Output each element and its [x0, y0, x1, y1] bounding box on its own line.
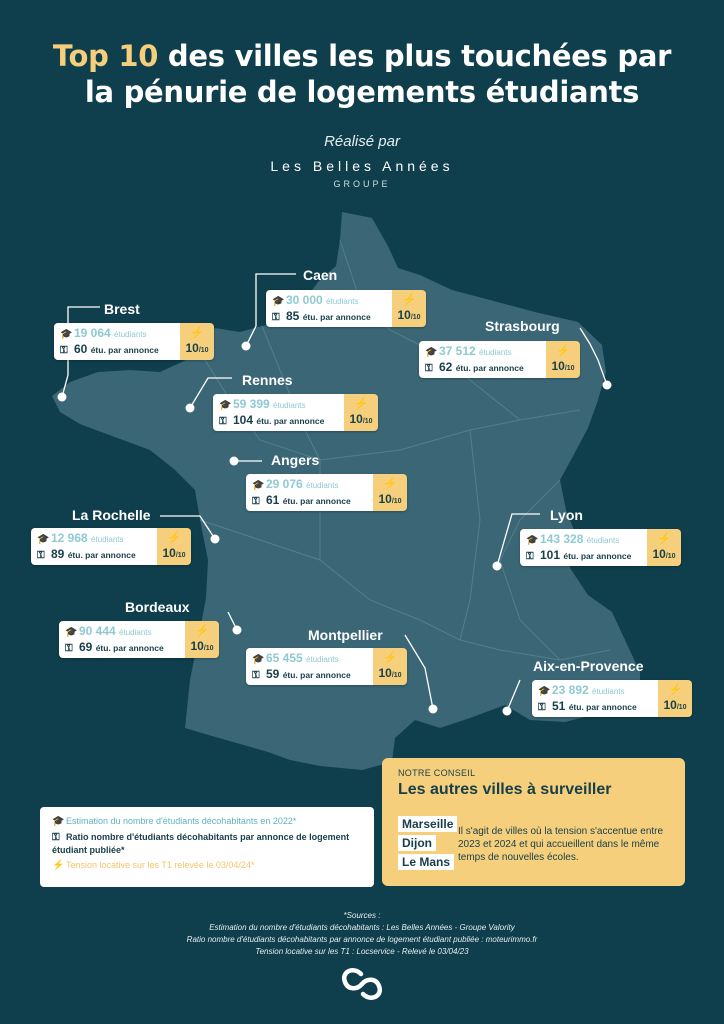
ratio-unit: étu. par annonce: [256, 416, 325, 426]
city-card-rennes: [213, 394, 378, 431]
students-value: 65 455: [266, 651, 303, 665]
lightning-icon: ⚡: [195, 625, 209, 637]
city-card-strasbourg: [419, 341, 580, 378]
tension-max: /10: [410, 314, 421, 321]
legend-ratio: Ratio nombre d'étudiants décohabitants par annonce de logement étudiant publiée*: [52, 832, 350, 855]
tension-value: 10: [652, 547, 666, 561]
city-dot-angers: [230, 457, 239, 466]
tension-value: 10: [378, 492, 392, 506]
students-value: 19 064: [74, 326, 111, 340]
brand-sub: GROUPE: [333, 179, 391, 189]
city-dot-bordeaux: [233, 626, 242, 635]
city-name-bordeaux: Bordeaux: [125, 599, 190, 615]
city-dot-rennes: [186, 404, 195, 413]
advice-city: Le Mans: [398, 854, 454, 870]
students-value: 90 444: [79, 624, 116, 638]
city-card-lyon: [520, 529, 681, 566]
students-unit: étudiants: [91, 535, 124, 544]
graduation-cap-icon: 🎓: [425, 347, 438, 358]
legend-box: [40, 807, 374, 887]
ratio-unit: étu. par annonce: [90, 345, 159, 355]
ratio-value: 51: [552, 699, 566, 713]
tension-max: /10: [676, 704, 687, 711]
ratio-unit: étu. par annonce: [455, 363, 524, 373]
city-card-brest: [54, 323, 214, 360]
ratio-unit: étu. par annonce: [282, 496, 351, 506]
tension-max: /10: [362, 418, 373, 425]
ratio-unit: étu. par annonce: [563, 551, 632, 561]
key-icon: ⚿: [538, 702, 546, 713]
title-highlight: Top 10: [52, 39, 159, 73]
tension-max: /10: [198, 347, 209, 354]
city-dot-aix-en-provence: [503, 707, 512, 716]
graduation-cap-icon: 🎓: [538, 686, 551, 697]
tension-max: /10: [391, 672, 402, 679]
graduation-cap-icon: 🎓: [252, 480, 265, 491]
key-icon: ⚿: [252, 496, 260, 507]
sources-line: Estimation du nombre d'étudiants décohabitants : Les Belles Années - Groupe Valority: [209, 923, 515, 932]
graduation-cap-icon: 🎓: [272, 296, 285, 307]
ratio-value: 85: [286, 309, 300, 323]
tension-max: /10: [665, 553, 676, 560]
key-icon: ⚿: [425, 363, 433, 374]
lightning-icon: ⚡: [402, 294, 416, 306]
students-value: 29 076: [266, 477, 303, 491]
graduation-cap-icon: 🎓: [37, 534, 50, 545]
city-name-strasbourg: Strasbourg: [485, 318, 560, 334]
students-value: 143 328: [540, 532, 584, 546]
tension-value: 10: [551, 359, 565, 373]
ratio-value: 61: [266, 493, 280, 507]
students-value: 59 399: [233, 397, 270, 411]
city-dot-la-rochelle: [211, 535, 220, 544]
sources: [0, 910, 724, 958]
city-name-rennes: Rennes: [242, 372, 293, 388]
ratio-unit: étu. par annonce: [67, 550, 136, 560]
lightning-icon: ⚡: [668, 684, 682, 696]
ratio-value: 89: [51, 547, 65, 561]
city-card-aix-en-provence: [532, 680, 692, 717]
ratio-unit: étu. par annonce: [282, 670, 351, 680]
city-dot-caen: [242, 342, 251, 351]
city-card-la-rochelle: [31, 528, 191, 565]
brand-name: Les Belles Années: [270, 158, 454, 174]
lightning-icon: ⚡: [354, 398, 368, 410]
credit-text: Réalisé par: [324, 133, 400, 150]
city-card-bordeaux: [59, 621, 219, 658]
brand-logo-icon: [341, 968, 383, 1000]
tension-max: /10: [391, 498, 402, 505]
ratio-unit: étu. par annonce: [568, 702, 637, 712]
lightning-icon: ⚡: [383, 652, 397, 664]
key-icon: ⚿: [37, 550, 45, 561]
key-icon: ⚿: [52, 832, 60, 843]
legend-students: Estimation du nombre d'étudiants décohabitants en 2022*: [66, 816, 297, 826]
lightning-icon: ⚡: [556, 345, 570, 357]
lightning-icon: ⚡: [190, 327, 204, 339]
sources-line: Ratio nombre d'étudiants décohabitants par annonce de logement étudiant publiée : moteurimmo.fr: [186, 935, 538, 944]
sources-line: Tension locative sur les T1 : Locservice - Relevé le 03/04/23: [255, 947, 469, 956]
city-dot-lyon: [493, 562, 502, 571]
graduation-cap-icon: 🎓: [526, 535, 539, 546]
city-name-angers: Angers: [271, 452, 320, 468]
advice-text: Il s'agit de villes où la tension s'accentue entre 2023 et 2024 et qui accueillent dans le même temps de nouvelles écoles.: [458, 826, 664, 863]
ratio-value: 104: [233, 413, 254, 427]
city-name-brest: Brest: [104, 301, 140, 317]
city-name-montpellier: Montpellier: [308, 627, 383, 643]
advice-kicker: NOTRE CONSEIL: [398, 768, 476, 778]
lightning-icon: ⚡: [657, 533, 671, 545]
students-unit: étudiants: [479, 348, 512, 357]
city-card-caen: [266, 290, 426, 327]
tension-value: 10: [185, 341, 199, 355]
key-icon: ⚿: [272, 312, 280, 323]
students-unit: étudiants: [586, 536, 620, 545]
graduation-cap-icon: 🎓: [52, 816, 65, 827]
city-name-caen: Caen: [303, 267, 338, 283]
advice-box: [382, 758, 685, 886]
tension-value: 10: [378, 666, 392, 680]
ratio-unit: étu. par annonce: [302, 312, 371, 322]
title-line1: des villes les plus touchées par: [158, 39, 672, 73]
advice-city: Marseille: [398, 816, 457, 832]
tension-value: 10: [162, 546, 176, 560]
ratio-value: 59: [266, 667, 280, 681]
students-unit: étudiants: [273, 401, 306, 410]
lightning-icon: ⚡: [167, 532, 181, 544]
key-icon: ⚿: [65, 643, 73, 654]
key-icon: ⚿: [219, 416, 227, 427]
students-unit: étudiants: [114, 330, 147, 339]
city-name-la-rochelle: La Rochelle: [72, 507, 151, 523]
graduation-cap-icon: 🎓: [252, 654, 265, 665]
city-name-lyon: Lyon: [550, 507, 583, 523]
tension-value: 10: [190, 639, 204, 653]
students-unit: étudiants: [306, 481, 339, 490]
ratio-unit: étu. par annonce: [95, 643, 164, 653]
lightning-icon: ⚡: [52, 860, 65, 871]
tension-max: /10: [203, 645, 214, 652]
graduation-cap-icon: 🎓: [65, 627, 78, 638]
sources-heading: *Sources :: [343, 911, 381, 920]
students-value: 30 000: [286, 293, 323, 307]
tension-max: /10: [175, 552, 186, 559]
title-line2: la pénurie de logements étudiants: [84, 75, 640, 109]
ratio-value: 69: [79, 640, 93, 654]
students-value: 37 512: [439, 344, 476, 358]
graduation-cap-icon: 🎓: [60, 329, 73, 340]
tension-max: /10: [564, 365, 575, 372]
ratio-value: 62: [439, 360, 453, 374]
city-dot-montpellier: [429, 705, 438, 714]
city-card-angers: [246, 474, 407, 511]
advice-city-list: [398, 816, 457, 873]
key-icon: ⚿: [526, 551, 534, 562]
city-card-montpellier: [246, 648, 407, 685]
city-dot-brest: [58, 393, 67, 402]
city-dot-strasbourg: [603, 381, 612, 390]
ratio-value: 101: [540, 548, 561, 562]
students-unit: étudiants: [326, 297, 359, 306]
key-icon: ⚿: [252, 670, 260, 681]
tension-value: 10: [397, 308, 411, 322]
key-icon: ⚿: [60, 345, 68, 356]
graduation-cap-icon: 🎓: [219, 400, 232, 411]
advice-city: Dijon: [398, 835, 436, 851]
students-value: 23 892: [552, 683, 589, 697]
tension-value: 10: [663, 698, 677, 712]
legend-tension: Tension locative sur les T1 relevée le 03/04/24*: [66, 860, 255, 870]
ratio-value: 60: [74, 342, 88, 356]
tension-value: 10: [349, 412, 363, 426]
advice-title: Les autres villes à surveiller: [398, 781, 612, 798]
lightning-icon: ⚡: [383, 478, 397, 490]
students-unit: étudiants: [306, 655, 339, 664]
students-unit: étudiants: [592, 687, 625, 696]
students-unit: étudiants: [119, 628, 152, 637]
students-value: 12 968: [51, 531, 88, 545]
city-name-aix-en-provence: Aix-en-Provence: [533, 658, 644, 674]
